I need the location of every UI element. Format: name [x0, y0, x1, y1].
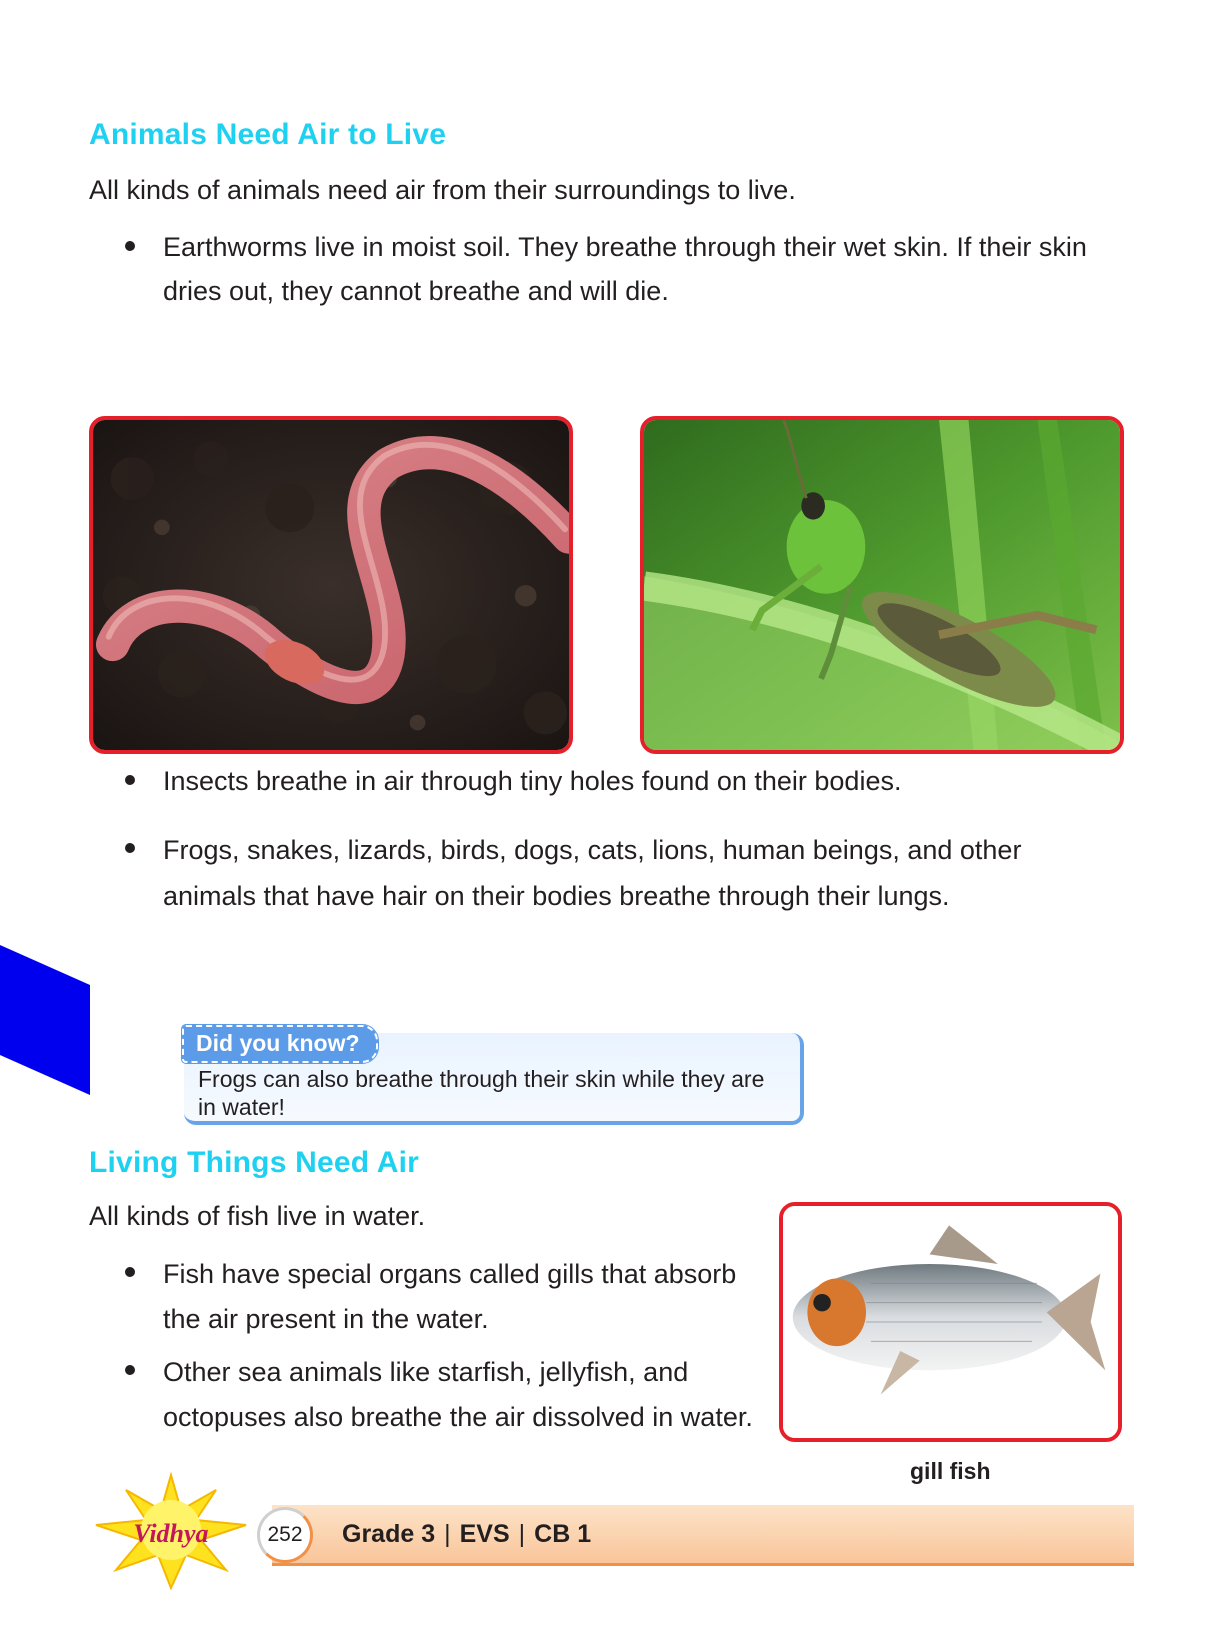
- page-number: 252: [257, 1507, 313, 1563]
- fish-caption: gill fish: [910, 1458, 991, 1484]
- earthworm-photo: [89, 416, 573, 754]
- svg-text:Vidhya: Vidhya: [133, 1519, 209, 1548]
- list-item: [125, 760, 1105, 804]
- bullet-dot: [125, 1365, 135, 1375]
- callout-title: Did you know?: [182, 1025, 378, 1063]
- footer-book: CB 1: [534, 1520, 592, 1548]
- vidhya-logo: [86, 1470, 256, 1590]
- bullet-dot: [125, 1267, 135, 1277]
- bullet-text-earthworm: Earthworms live in moist soil. They breathe through their wet skin. If their skin dries out, they cannot breathe and will die.: [163, 232, 1087, 306]
- bullet-dot: [125, 775, 135, 785]
- bullet-text-gills: Fish have special organs called gills that absorb the air present in the water.: [163, 1259, 737, 1334]
- list-item: [125, 1350, 775, 1439]
- list-item: [125, 226, 1105, 313]
- side-tab-decoration: [0, 945, 90, 1095]
- section-heading-animals: Animals Need Air to Live: [89, 118, 447, 151]
- bullet-text-sea-animals: Other sea animals like starfish, jellyfish, and octopuses also breathe the air dissolved in water.: [163, 1357, 753, 1432]
- list-item: [125, 828, 1105, 920]
- bullet-text-insects: Insects breathe in air through tiny holes found on their bodies.: [163, 766, 902, 796]
- intro-animals: All kinds of animals need air from their surroundings to live.: [89, 175, 796, 205]
- list-item: [125, 1252, 765, 1341]
- footer-course-label: [342, 1520, 591, 1549]
- did-you-know-callout: [184, 1025, 806, 1127]
- section-heading-living-things: Living Things Need Air: [89, 1146, 419, 1179]
- grasshopper-photo: [640, 416, 1124, 754]
- footer-subject: EVS: [459, 1520, 510, 1548]
- bullet-text-lungs: Frogs, snakes, lizards, birds, dogs, cats, lions, human beings, and other animals that have hair on their bodies breathe through their lungs.: [163, 835, 1022, 911]
- footer-separator: |: [518, 1520, 526, 1548]
- footer-grade: Grade 3: [342, 1520, 436, 1548]
- bullet-dot: [125, 241, 135, 251]
- fish-photo: [779, 1202, 1122, 1442]
- footer-separator: |: [444, 1520, 451, 1548]
- callout-text: Frogs can also breathe through their skin while they are in water!: [198, 1066, 765, 1121]
- bullet-dot: [125, 843, 135, 853]
- intro-fish: All kinds of fish live in water.: [89, 1201, 426, 1231]
